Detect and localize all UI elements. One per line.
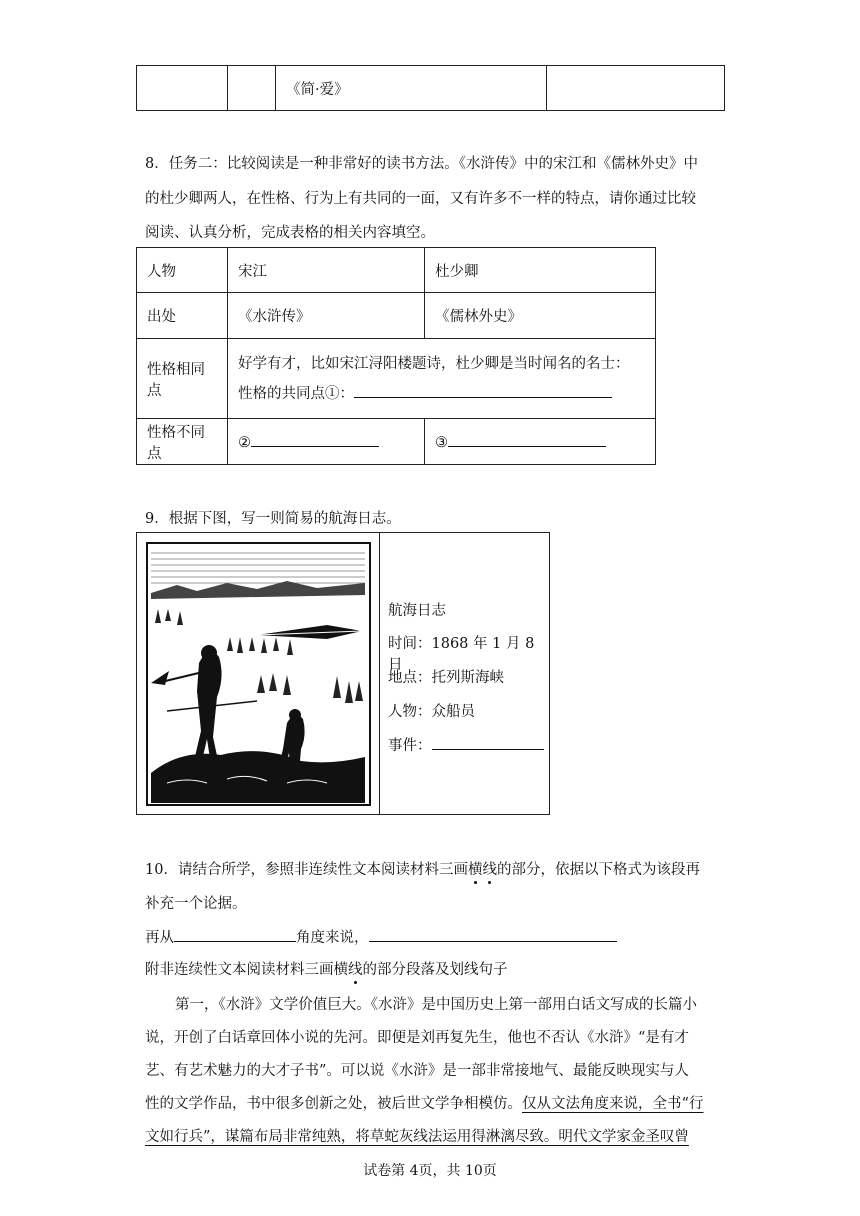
common-trait-label: 性格的共同点①： bbox=[238, 385, 354, 402]
table-cell: 性格不同点 bbox=[137, 419, 228, 465]
attach-text-a: 附非连续性文本阅读材料三画横 bbox=[145, 962, 348, 978]
answer-blank-3[interactable] bbox=[448, 432, 606, 447]
table-row bbox=[137, 419, 656, 465]
answer-label-3: ③ bbox=[435, 435, 448, 451]
log-place: 地点：托列斯海峡 bbox=[388, 670, 504, 686]
log-title: 航海日志 bbox=[388, 603, 446, 619]
top-table bbox=[136, 65, 725, 111]
table-cell: 《水浒传》 bbox=[228, 293, 425, 339]
q10-line-1 bbox=[145, 858, 700, 879]
table-cell bbox=[547, 66, 725, 111]
log-event-label: 事件： bbox=[388, 738, 432, 754]
log-people: 人物：众船员 bbox=[388, 704, 475, 720]
table-cell bbox=[228, 66, 276, 111]
attach-text-b: 的部分段落及划线句子 bbox=[362, 962, 508, 978]
common-trait-text: 好学有才，比如宋江浔阳楼题诗，杜少卿是当时闻名的名士： bbox=[238, 355, 630, 372]
emphasis-char: 线 bbox=[348, 958, 363, 979]
para-line bbox=[145, 1088, 725, 1121]
q8-line-2: 的杜少卿两人，在性格、行为上有共同的一面，又有许多不一样的特点，请你通过比较 bbox=[145, 191, 696, 207]
table-row bbox=[137, 339, 656, 419]
table-cell: 宋江 bbox=[228, 248, 425, 293]
para-line: 说，开创了白话章回体小说的先河。即便是刘再复先生，他也不否认《水浒》“是有才 bbox=[145, 1030, 689, 1046]
table-cell: 《简·爱》 bbox=[276, 66, 547, 111]
answer-blank-2[interactable] bbox=[251, 432, 379, 447]
q10-fill-line bbox=[145, 926, 617, 947]
comparison-table bbox=[136, 247, 656, 465]
table-row bbox=[137, 248, 656, 293]
para-text: 性的文学作品，书中很多创新之处，被后世文学争相模仿。 bbox=[145, 1096, 522, 1112]
table-cell: 《儒林外史》 bbox=[425, 293, 656, 339]
log-event bbox=[388, 734, 544, 755]
q9-prompt: 9．根据下图，写一则简易的航海日志。 bbox=[145, 511, 401, 527]
angle-blank[interactable] bbox=[174, 927, 296, 942]
q8-line-1: 8．任务二：比较阅读是一种非常好的读书方法。《水浒传》中的宋江和《儒林外史》中 bbox=[145, 156, 698, 172]
q8-line-3: 阅读、认真分析，完成表格的相关内容填空。 bbox=[145, 225, 435, 241]
log-time: 时间：1868 年 1 月 8 日 bbox=[388, 636, 535, 673]
table-cell: 杜少卿 bbox=[425, 248, 656, 293]
para-line: 第一，《水浒》文学价值巨大。《水浒》是中国历史上第一部用白话文写成的长篇小 bbox=[175, 997, 697, 1013]
underlined-sentence: 仅从文法角度来说，全书“行 bbox=[522, 1096, 704, 1112]
sailing-illustration bbox=[137, 533, 380, 814]
table-row bbox=[137, 293, 656, 339]
attachment-heading bbox=[145, 958, 508, 979]
common-trait-fill bbox=[238, 379, 645, 409]
fill-label-a: 再从 bbox=[145, 930, 174, 946]
emphasis-char: 线 bbox=[482, 858, 497, 879]
table-cell bbox=[228, 419, 425, 465]
answer-blank-1[interactable] bbox=[354, 383, 612, 398]
table-row bbox=[137, 66, 725, 111]
argument-blank[interactable] bbox=[369, 927, 617, 942]
fill-label-b: 角度来说， bbox=[296, 930, 369, 946]
answer-label-2: ② bbox=[238, 435, 251, 451]
emphasis-char: 横 bbox=[468, 858, 483, 879]
table-cell: 性格相同点 bbox=[137, 339, 228, 419]
table-cell bbox=[137, 66, 228, 111]
q10-line-2: 补充一个论据。 bbox=[145, 896, 247, 912]
event-answer-blank[interactable] bbox=[432, 735, 544, 750]
q10-text-b: 的部分，依据以下格式为该段再 bbox=[496, 862, 700, 878]
attached-paragraph bbox=[145, 989, 725, 1154]
page-footer: 试卷第 4页，共 10页 bbox=[363, 1163, 497, 1179]
natives-on-coast-image bbox=[137, 533, 379, 814]
table-cell bbox=[228, 339, 656, 419]
underlined-sentence: 文如行兵”，谋篇布局非常纯熟，将草蛇灰线法运用得淋漓尽致。明代文学家金圣叹曾 bbox=[145, 1129, 689, 1145]
q9-box bbox=[136, 532, 550, 815]
q10-text-a: 10．请结合所学，参照非连续性文本阅读材料三画 bbox=[145, 862, 468, 878]
table-cell: 出处 bbox=[137, 293, 228, 339]
table-cell bbox=[425, 419, 656, 465]
para-line: 艺、有艺术魅力的大才子书”。可以说《水浒》是一部非常接地气、最能反映现实与人 bbox=[145, 1063, 689, 1079]
table-cell: 人物 bbox=[137, 248, 228, 293]
